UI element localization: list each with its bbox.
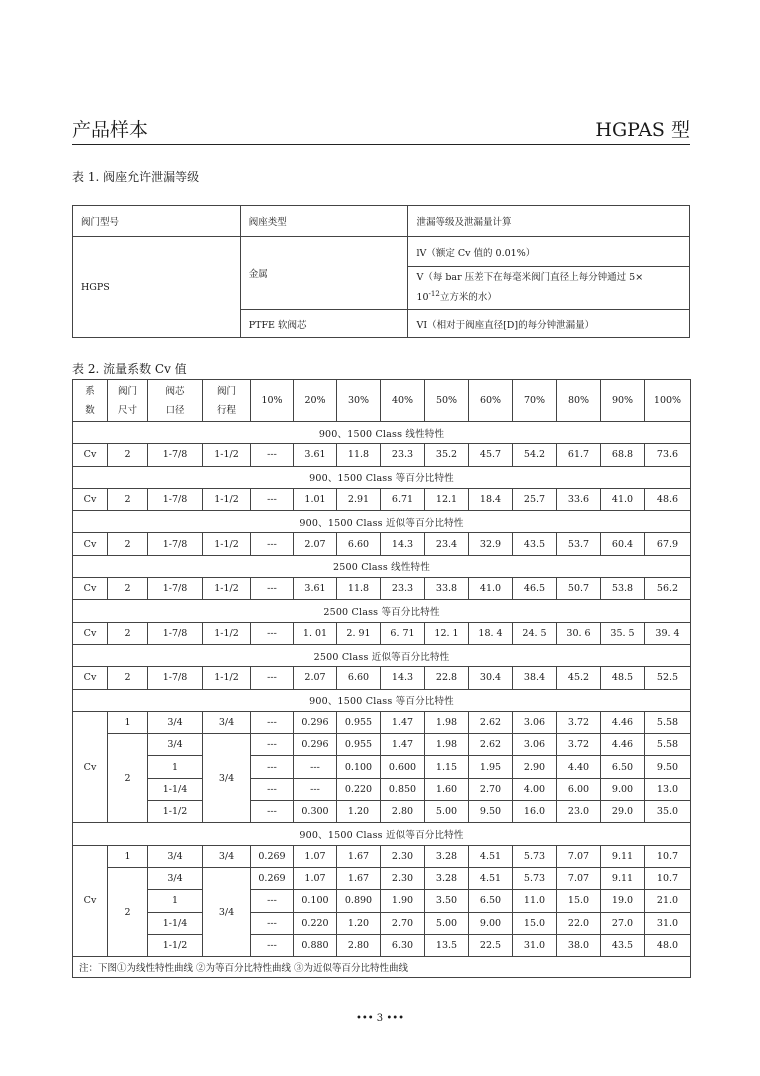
table-cell: 22.0 xyxy=(557,912,601,934)
table-cell: 48.5 xyxy=(601,667,645,689)
t2-header-pct: 80% xyxy=(557,380,601,422)
table-cell: 3.06 xyxy=(513,711,557,733)
table-cell: 23.3 xyxy=(381,444,425,466)
coef-cell: Cv xyxy=(73,711,108,822)
table-cell: 18. 4 xyxy=(469,622,513,644)
stroke-cell: 3/4 xyxy=(203,845,251,867)
table-cell: 1-7/8 xyxy=(148,444,203,466)
t1-metal-row2-post: 立方米的水） xyxy=(439,292,497,304)
t1-ptfe-cell: PTFE 软阀芯 xyxy=(240,310,408,338)
t2-header-coef xyxy=(73,380,108,422)
table-cell: 45.7 xyxy=(469,444,513,466)
table-cell: 45.2 xyxy=(557,667,601,689)
table-cell: --- xyxy=(251,778,294,800)
table-cell: --- xyxy=(251,667,294,689)
table-row xyxy=(73,734,691,756)
bore-cell: 3/4 xyxy=(148,711,203,733)
table-cell: 6.30 xyxy=(381,934,425,956)
table-cell: 2.90 xyxy=(513,756,557,778)
table-cell: 0.850 xyxy=(381,778,425,800)
section-title: 900、1500 Class 等百分比特性 xyxy=(73,466,691,488)
table-cell: 41.0 xyxy=(469,578,513,600)
table-row xyxy=(73,867,691,889)
table-cell: 33.8 xyxy=(425,578,469,600)
table-cell: --- xyxy=(251,578,294,600)
t2-h-coef-1: 系 xyxy=(85,385,95,397)
bore-cell: 1 xyxy=(148,756,203,778)
t1-model-cell: HGPS xyxy=(73,237,241,338)
bore-cell: 1-1/4 xyxy=(148,778,203,800)
table-row xyxy=(73,801,691,823)
t2-header-pct: 40% xyxy=(381,380,425,422)
table-cell: --- xyxy=(294,756,337,778)
table-row xyxy=(73,578,691,600)
table-cell: 2.07 xyxy=(294,667,337,689)
table-cell: 3.61 xyxy=(294,578,337,600)
section-title: 2500 Class 等百分比特性 xyxy=(73,600,691,622)
t2-h-size-2: 尺寸 xyxy=(117,404,137,416)
table-cell: 9.11 xyxy=(601,845,645,867)
table-cell: 11.8 xyxy=(337,444,381,466)
table-cell: 24. 5 xyxy=(513,622,557,644)
t1-metal-row2-line1: V（每 bar 压差下在每毫米阀门直径上每分钟通过 5× xyxy=(416,272,644,284)
table-cell: 3.06 xyxy=(513,734,557,756)
table-cell: 3.61 xyxy=(294,444,337,466)
table-row xyxy=(73,778,691,800)
t1-metal-cell: 金属 xyxy=(240,237,408,310)
table-cell: 30. 6 xyxy=(557,622,601,644)
t1-metal-row2 xyxy=(408,267,690,310)
page-number: ••• 3 ••• xyxy=(355,1013,405,1024)
table-row xyxy=(73,444,691,466)
table-cell: 3.72 xyxy=(557,711,601,733)
table-cell: 5.58 xyxy=(645,711,691,733)
table-cell: 68.8 xyxy=(601,444,645,466)
section-title-row xyxy=(73,511,691,533)
t2-header-pct: 50% xyxy=(425,380,469,422)
t1-metal-row2-pre: 10 xyxy=(416,292,429,304)
t2-h-bore-2: 口径 xyxy=(165,404,185,416)
table-row xyxy=(73,934,691,956)
table-cell: 2.30 xyxy=(381,867,425,889)
table-cell: 0.269 xyxy=(251,845,294,867)
table-cell: 3.28 xyxy=(425,845,469,867)
size-cell: 2 xyxy=(108,734,148,823)
table-cell: 4.51 xyxy=(469,867,513,889)
t2-header-pct: 20% xyxy=(294,380,337,422)
table-cell: 1-7/8 xyxy=(148,578,203,600)
table-cell: 1.20 xyxy=(337,801,381,823)
table-row xyxy=(73,667,691,689)
table-cell: 29.0 xyxy=(601,801,645,823)
table-cell: --- xyxy=(251,734,294,756)
table-cell: --- xyxy=(251,756,294,778)
table-cell: 25.7 xyxy=(513,488,557,510)
table-cell: 12. 1 xyxy=(425,622,469,644)
table-cell: 35.2 xyxy=(425,444,469,466)
t2-header-row xyxy=(73,380,691,422)
table-cell: 2.70 xyxy=(469,778,513,800)
section-title-row xyxy=(73,422,691,444)
table-cell: 16.0 xyxy=(513,801,557,823)
table-cell: 31.0 xyxy=(645,912,691,934)
table-cell: 3.28 xyxy=(425,867,469,889)
table-cell: 5.00 xyxy=(425,801,469,823)
table-cell: 50.7 xyxy=(557,578,601,600)
table-cell: 48.0 xyxy=(645,934,691,956)
table-cell: 4.46 xyxy=(601,734,645,756)
table-cell: 9.50 xyxy=(645,756,691,778)
table-cell: 2.30 xyxy=(381,845,425,867)
table-cell: 23.3 xyxy=(381,578,425,600)
table-cell: 0.220 xyxy=(294,912,337,934)
table-cell: 9.11 xyxy=(601,867,645,889)
t2-h-bore-1: 阀芯 xyxy=(165,385,185,397)
table-cell: 27.0 xyxy=(601,912,645,934)
table-cell: 6.00 xyxy=(557,778,601,800)
table-cell: Cv xyxy=(73,444,108,466)
note-row xyxy=(73,957,691,978)
table-cell: 53.8 xyxy=(601,578,645,600)
bore-cell: 3/4 xyxy=(148,867,203,889)
table-cell: 1.47 xyxy=(381,734,425,756)
table-cell: 35. 5 xyxy=(601,622,645,644)
table-cell: 0.955 xyxy=(337,711,381,733)
section-title-row xyxy=(73,555,691,577)
table-cell: 1-1/2 xyxy=(203,533,251,555)
section-title: 900、1500 Class 线性特性 xyxy=(73,422,691,444)
table-cell: 2.70 xyxy=(381,912,425,934)
t2-header-stroke xyxy=(203,380,251,422)
table-cell: 67.9 xyxy=(645,533,691,555)
table-cell: 23.0 xyxy=(557,801,601,823)
table-cell: Cv xyxy=(73,622,108,644)
table-cell: --- xyxy=(251,533,294,555)
table-cell: 1. 01 xyxy=(294,622,337,644)
table-cell: 6.71 xyxy=(381,488,425,510)
section-title-row xyxy=(73,644,691,666)
table-cell: 1.07 xyxy=(294,845,337,867)
table-cell: 1.98 xyxy=(425,711,469,733)
table-cell: 54.2 xyxy=(513,444,557,466)
table-cell: 41.0 xyxy=(601,488,645,510)
t1-header-seat: 阀座类型 xyxy=(240,206,408,237)
table-cell: --- xyxy=(294,778,337,800)
table1-caption: 表 1. 阀座允许泄漏等级 xyxy=(72,170,200,184)
table-cell: 2 xyxy=(108,444,148,466)
section-title-row xyxy=(73,823,691,845)
table-cell: 4.00 xyxy=(513,778,557,800)
table-cell: 5.73 xyxy=(513,845,557,867)
t2-header-bore xyxy=(148,380,203,422)
table-cell: Cv xyxy=(73,578,108,600)
table-cell: 14.3 xyxy=(381,533,425,555)
table-cell: 1.20 xyxy=(337,912,381,934)
table-cell: 2 xyxy=(108,622,148,644)
section-title-row xyxy=(73,466,691,488)
table-cell: 9.50 xyxy=(469,801,513,823)
table-cell: 18.4 xyxy=(469,488,513,510)
table-cell: 0.600 xyxy=(381,756,425,778)
table-cell: 1-1/2 xyxy=(203,444,251,466)
section-title: 900、1500 Class 近似等百分比特性 xyxy=(73,511,691,533)
section-title-row xyxy=(73,689,691,711)
t2-header-pct: 30% xyxy=(337,380,381,422)
bore-cell: 3/4 xyxy=(148,845,203,867)
table-cell: 9.00 xyxy=(601,778,645,800)
table-cell: 2 xyxy=(108,533,148,555)
table-cell: 22.5 xyxy=(469,934,513,956)
bore-cell: 1 xyxy=(148,890,203,912)
t2-header-pct: 90% xyxy=(601,380,645,422)
table-cell: 1-1/2 xyxy=(203,622,251,644)
table-cell: 4.46 xyxy=(601,711,645,733)
table-cell: 48.6 xyxy=(645,488,691,510)
stroke-cell: 3/4 xyxy=(203,867,251,956)
table-cell: 2.07 xyxy=(294,533,337,555)
table-cell: 1.98 xyxy=(425,734,469,756)
table-cell: 5.73 xyxy=(513,867,557,889)
table-cell: 46.5 xyxy=(513,578,557,600)
table-cell: 6.60 xyxy=(337,533,381,555)
stroke-cell: 3/4 xyxy=(203,711,251,733)
table-cell: --- xyxy=(251,934,294,956)
table-cell: 13.5 xyxy=(425,934,469,956)
table-cell: Cv xyxy=(73,488,108,510)
section-title: 900、1500 Class 等百分比特性 xyxy=(73,689,691,711)
table-cell: 7.07 xyxy=(557,845,601,867)
t2-header-pct: 70% xyxy=(513,380,557,422)
table-cell: 2 xyxy=(108,667,148,689)
table-cell: --- xyxy=(251,890,294,912)
table-cell: 7.07 xyxy=(557,867,601,889)
table-cell: 2 xyxy=(108,578,148,600)
table-cell: 15.0 xyxy=(513,912,557,934)
table-cell: --- xyxy=(251,622,294,644)
t2-h-coef-2: 数 xyxy=(85,404,95,416)
table-cell: 0.100 xyxy=(294,890,337,912)
table-cell: 6.50 xyxy=(469,890,513,912)
t1-ptfe-row: VI（相对于阀座直径[D]的每分钟泄漏量） xyxy=(408,310,690,338)
table-cell: 6. 71 xyxy=(381,622,425,644)
table-cell: 11.0 xyxy=(513,890,557,912)
table-cell: 61.7 xyxy=(557,444,601,466)
table-cell: 56.2 xyxy=(645,578,691,600)
t2-header-size xyxy=(108,380,148,422)
cv-value-table xyxy=(72,379,691,978)
table-cell: 1-7/8 xyxy=(148,533,203,555)
table-row xyxy=(73,533,691,555)
section-title: 900、1500 Class 近似等百分比特性 xyxy=(73,823,691,845)
header-title-right: HGPAS 型 xyxy=(595,119,690,141)
table-cell: 1-1/2 xyxy=(203,667,251,689)
table-cell: 2.62 xyxy=(469,734,513,756)
table-cell: 11.8 xyxy=(337,578,381,600)
table-cell: 0.955 xyxy=(337,734,381,756)
leakage-class-table xyxy=(72,205,690,338)
table-cell: 1.67 xyxy=(337,867,381,889)
table-cell: 13.0 xyxy=(645,778,691,800)
table-cell: 39. 4 xyxy=(645,622,691,644)
table-cell: 1-7/8 xyxy=(148,488,203,510)
table-cell: 10.7 xyxy=(645,867,691,889)
table-cell: 53.7 xyxy=(557,533,601,555)
table-cell: 9.00 xyxy=(469,912,513,934)
table-cell: 1.95 xyxy=(469,756,513,778)
table-cell: 0.220 xyxy=(337,778,381,800)
header-title-left: 产品样本 xyxy=(72,119,149,141)
table-row xyxy=(73,711,691,733)
table-cell: 6.50 xyxy=(601,756,645,778)
table-cell: 1-1/2 xyxy=(203,578,251,600)
table-cell: 32.9 xyxy=(469,533,513,555)
stroke-cell: 3/4 xyxy=(203,734,251,823)
table-row xyxy=(73,756,691,778)
table-cell: 0.100 xyxy=(337,756,381,778)
table-cell: 30.4 xyxy=(469,667,513,689)
table-cell: 0.890 xyxy=(337,890,381,912)
page-header xyxy=(72,118,690,145)
table-row xyxy=(73,912,691,934)
table-cell: 2.91 xyxy=(337,488,381,510)
table-row xyxy=(73,890,691,912)
table-cell: Cv xyxy=(73,667,108,689)
t1-metal-row1: lV（额定 Cv 值的 0.01%） xyxy=(408,237,690,267)
table-cell: 0.296 xyxy=(294,734,337,756)
bore-cell: 1-1/2 xyxy=(148,934,203,956)
table-cell: 52.5 xyxy=(645,667,691,689)
table2-caption: 表 2. 流量系数 Cv 值 xyxy=(72,362,187,376)
table-cell: Cv xyxy=(73,533,108,555)
table-cell: 0.300 xyxy=(294,801,337,823)
table-row xyxy=(73,845,691,867)
table-cell: 0.296 xyxy=(294,711,337,733)
table-cell: 1.01 xyxy=(294,488,337,510)
t2-h-stroke-2: 行程 xyxy=(216,404,236,416)
table-cell: 0.269 xyxy=(251,867,294,889)
table-cell: 31.0 xyxy=(513,934,557,956)
table-cell: 12.1 xyxy=(425,488,469,510)
table-note: 注：下图①为线性特性曲线 ②为等百分比特性曲线 ③为近似等百分比特性曲线 xyxy=(73,957,691,978)
table-cell: 38.0 xyxy=(557,934,601,956)
table-cell: 2.80 xyxy=(381,801,425,823)
table-cell: 35.0 xyxy=(645,801,691,823)
table-cell: 3.50 xyxy=(425,890,469,912)
size-cell: 1 xyxy=(108,711,148,733)
table-cell: 1.90 xyxy=(381,890,425,912)
t2-header-pct: 10% xyxy=(251,380,294,422)
bore-cell: 1-1/4 xyxy=(148,912,203,934)
table-cell: 1.07 xyxy=(294,867,337,889)
table-cell: 10.7 xyxy=(645,845,691,867)
table-cell: 4.40 xyxy=(557,756,601,778)
table-cell: --- xyxy=(251,801,294,823)
table-cell: 4.51 xyxy=(469,845,513,867)
t1-header-model: 阀门型号 xyxy=(73,206,241,237)
bore-cell: 1-1/2 xyxy=(148,801,203,823)
table-cell: 43.5 xyxy=(601,934,645,956)
table-cell: 5.58 xyxy=(645,734,691,756)
table-cell: 38.4 xyxy=(513,667,557,689)
table-cell: 2.62 xyxy=(469,711,513,733)
table-cell: 5.00 xyxy=(425,912,469,934)
table-cell: 43.5 xyxy=(513,533,557,555)
table-cell: 2. 91 xyxy=(337,622,381,644)
table-cell: 2 xyxy=(108,488,148,510)
section-title: 2500 Class 近似等百分比特性 xyxy=(73,644,691,666)
table-cell: 2.80 xyxy=(337,934,381,956)
t2-header-pct: 100% xyxy=(645,380,691,422)
table-cell: 23.4 xyxy=(425,533,469,555)
section-title-row xyxy=(73,600,691,622)
table-cell: 1.47 xyxy=(381,711,425,733)
table-cell: --- xyxy=(251,488,294,510)
table-cell: 22.8 xyxy=(425,667,469,689)
table-cell: --- xyxy=(251,912,294,934)
table-cell: 1.67 xyxy=(337,845,381,867)
size-cell: 2 xyxy=(108,867,148,956)
table-cell: 21.0 xyxy=(645,890,691,912)
table-row xyxy=(73,488,691,510)
t2-h-stroke-1: 阀门 xyxy=(216,385,236,397)
table-cell: 60.4 xyxy=(601,533,645,555)
table-cell: 73.6 xyxy=(645,444,691,466)
size-cell: 1 xyxy=(108,845,148,867)
table-cell: --- xyxy=(251,711,294,733)
table-row xyxy=(73,622,691,644)
table-cell: 6.60 xyxy=(337,667,381,689)
table-cell: --- xyxy=(251,444,294,466)
table-cell: 33.6 xyxy=(557,488,601,510)
table-cell: 1-1/2 xyxy=(203,488,251,510)
table-cell: 1.60 xyxy=(425,778,469,800)
bore-cell: 3/4 xyxy=(148,734,203,756)
table-cell: 1-7/8 xyxy=(148,667,203,689)
t1-metal-row2-sup: -12 xyxy=(428,290,440,299)
table-cell: 1.15 xyxy=(425,756,469,778)
table-cell: 1-7/8 xyxy=(148,622,203,644)
coef-cell: Cv xyxy=(73,845,108,956)
table-cell: 0.880 xyxy=(294,934,337,956)
table-cell: 19.0 xyxy=(601,890,645,912)
table-cell: 14.3 xyxy=(381,667,425,689)
table-cell: 3.72 xyxy=(557,734,601,756)
section-title: 2500 Class 线性特性 xyxy=(73,555,691,577)
t2-header-pct: 60% xyxy=(469,380,513,422)
t1-header-leak: 泄漏等级及泄漏量计算 xyxy=(408,206,690,237)
t2-h-size-1: 阀门 xyxy=(117,385,137,397)
table-cell: 15.0 xyxy=(557,890,601,912)
